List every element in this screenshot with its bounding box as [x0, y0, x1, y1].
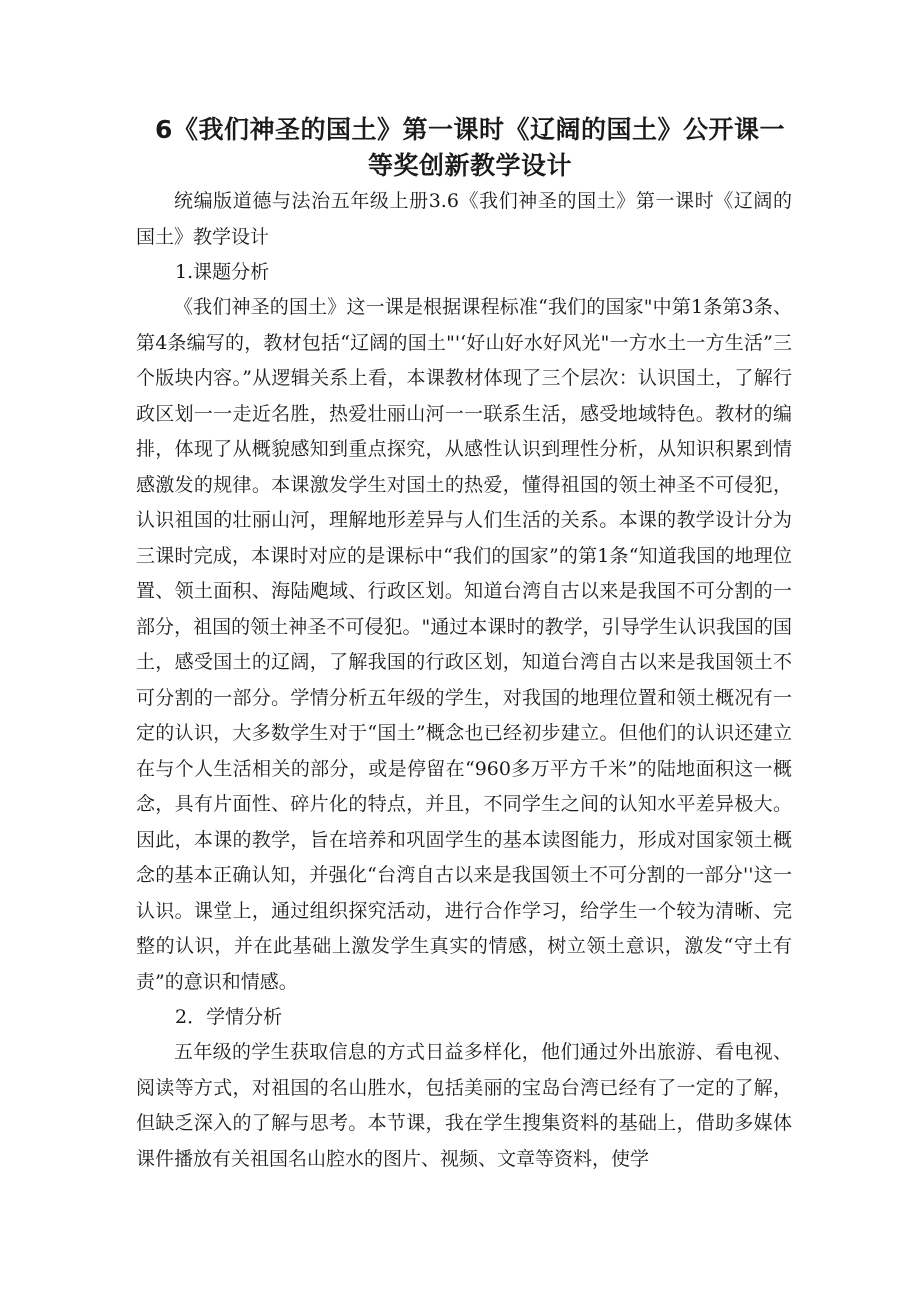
section-1-heading: 1.课题分析 — [175, 261, 270, 283]
section-2-heading: 2．学情分析 — [175, 1006, 283, 1028]
section-2-paragraph: 五年级的学生获取信息的方式日益多样化，他们通过外出旅游、看电视、阅读等方式，对祖国的名山胜水，包括美丽的宝岛台湾已经有了一定的了解，但缺乏深入的了解与思考。本节课，我在学生搜集资料的基础上，借助多媒体课件播放有关祖国名山腔水的图片、视频、文章等资料，使学 — [136, 1041, 792, 1170]
section-1-paragraph: 《我们神圣的国土》这一课是根据课程标准“我们的国家"中第1条第3条、第4条编写的，教材包括“辽阔的国土"'‘好山好水好风光"一方水土一方生活”三个版块内容。”从逻辑关系上看，本课教材体现了三个层次：认识国土，了解行政区划一一走近名胜，热爱壮丽山河一一联系生活，感受地域特色。教材的编排，体现了从概貌感知到重点探究，从感性认识到理性分析，从知识积累到情感激发的规律。本课激发学生对国土的热爱，懂得祖国的领土神圣不可侵犯，认识祖国的壮丽山河，理解地形差异与人们生活的关系。本课的教学设计分为三课时完成，本课时对应的是课标中“我们的国家”的第1条“知道我国的地理位置、领土面积、海陆飑域、行政区划。知道台湾自古以来是我国不可分割的一部分，祖国的领土神圣不可侵犯。"通过本课时的教学，引导学生认识我国的国土，感受国土的辽阔，了解我国的行政区划，知道台湾自古以来是我国领土不可分割的一部分。学情分析五年级的学生，对我国的地理位置和领土概况有一定的认识，大多数学生对于“国土”概念也已经初步建立。但他们的认识还建立在与个人生活相关的部分，或是停留在“960多万平方千米”的陆地面积这一概念，具有片面性、碎片化的特点，并且，不同学生之间的认知水平差异极大。因此，本课的教学，旨在培养和巩固学生的基本读图能力，形成对国家领土概念的基本正确认知，并强化“台湾自古以来是我国领土不可分割的一部分''这一认识。课堂上，通过组织探究活动，进行合作学习，给学生一个较为清晰、完整的认识，并在此基础上激发学生真实的情感，树立领土意识，激发“守土有责”的意识和情感。 — [136, 296, 792, 993]
document-title-line-1: 6《我们神圣的国土》第一课时《辽阔的国土》公开课一 — [155, 115, 785, 144]
document-title-line-2: 等奖创新教学设计 — [367, 151, 572, 180]
intro-paragraph: 统编版道德与法治五年级上册3.6《我们神圣的国土》第一课时《辽阔的国土》教学设计 — [136, 190, 792, 248]
